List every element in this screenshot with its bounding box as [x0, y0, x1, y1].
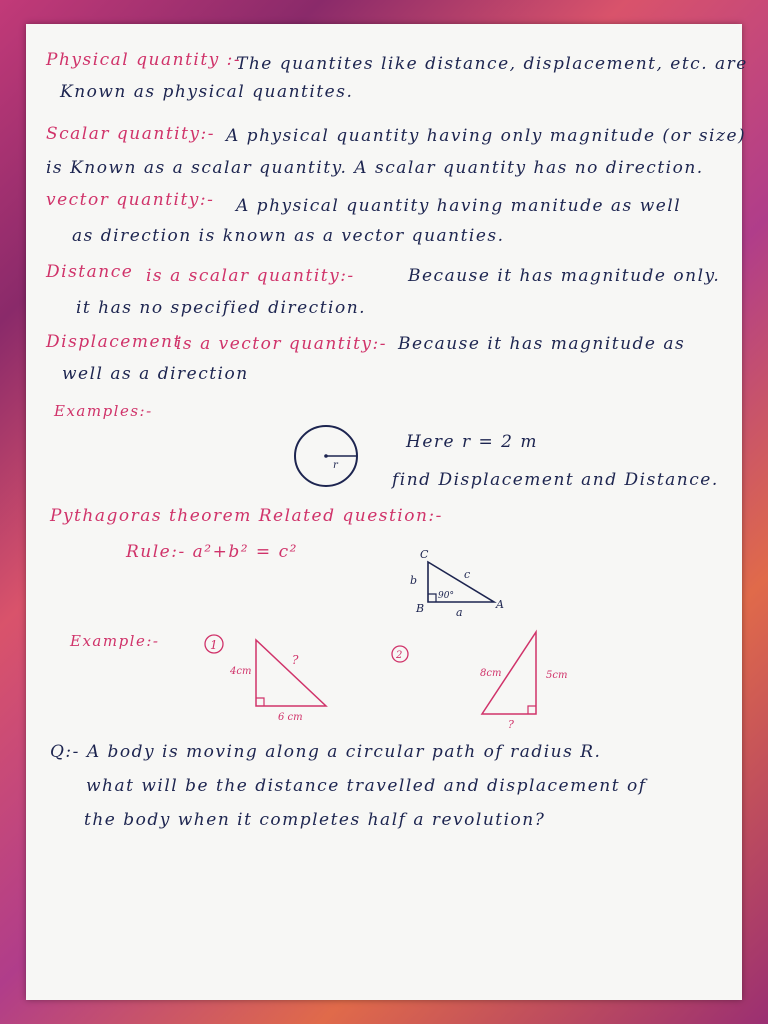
example-2-number: 2: [396, 650, 403, 661]
rule-triangle-diagram: [406, 544, 516, 624]
radius-label: r: [333, 460, 338, 471]
find-instruction: find Displacement and Distance.: [392, 470, 719, 490]
distance-reason: Because it has magnitude only.: [408, 266, 721, 286]
scalar-quantity-definition-cont: is Known as a scalar quantity. A scalar quantity has no direction.: [46, 158, 704, 178]
displacement-reason: Because it has magnitude as: [398, 334, 686, 354]
pythagoras-rule: Rule:- a²+b² = c²: [126, 542, 298, 562]
displacement-reason-cont: well as a direction: [62, 364, 249, 384]
physical-quantity-definition: The quantites like distance, displacement, etc. are: [236, 54, 748, 74]
displacement-vector-label: is a vector quantity:-: [176, 334, 387, 354]
vector-quantity-definition: A physical quantity having manitude as well: [236, 196, 682, 216]
circle-diagram: [288, 420, 368, 490]
pythagoras-heading: Pythagoras theorem Related question:-: [50, 506, 443, 526]
scalar-quantity-definition: A physical quantity having only magnitude (or size): [226, 126, 747, 146]
vertex-b: B: [416, 602, 425, 615]
notebook-page: [26, 24, 748, 1000]
vertex-c: C: [420, 548, 429, 561]
right-angle-mark: [428, 594, 436, 602]
example-1-triangle: [256, 640, 326, 706]
example-2-side-right: 5cm: [546, 670, 568, 681]
question-line-1: Q:- A body is moving along a circular path of radius R.: [50, 742, 602, 762]
distance-term: Distance: [46, 262, 134, 282]
vertex-a: A: [496, 598, 504, 611]
angle-label: 90°: [438, 591, 454, 601]
question-line-3: the body when it completes half a revolution?: [84, 810, 546, 830]
example-2-side-left: 8cm: [480, 668, 502, 679]
example-1-base: 6 cm: [278, 712, 303, 723]
examples-heading: Examples:-: [54, 402, 153, 420]
example-2-base: ?: [508, 718, 514, 731]
side-b-label: b: [410, 574, 418, 587]
displacement-term: Displacement: [46, 332, 182, 352]
example-2-right-angle: [528, 706, 536, 714]
example-1-diagram: [196, 624, 346, 724]
example-1-hypotenuse: ?: [292, 653, 299, 667]
circle-center: [324, 454, 328, 458]
vector-quantity-term: vector quantity:-: [46, 190, 215, 210]
example-1-number: 1: [210, 638, 218, 652]
example-heading: Example:-: [70, 632, 160, 650]
physical-quantity-definition-cont: Known as physical quantites.: [60, 82, 354, 102]
radius-value: Here r = 2 m: [406, 432, 538, 452]
example-1-right-angle: [256, 698, 264, 706]
scalar-quantity-term: Scalar quantity:-: [46, 124, 215, 144]
example-2-diagram: [384, 628, 584, 738]
example-1-side-left: 4cm: [230, 666, 252, 677]
physical-quantity-term: Physical quantity :-: [46, 50, 242, 70]
side-a-label: a: [456, 606, 463, 619]
question-line-2: what will be the distance travelled and displacement of: [86, 776, 647, 796]
side-c-label: c: [464, 568, 471, 581]
distance-scalar-label: is a scalar quantity:-: [146, 266, 355, 286]
vector-quantity-definition-cont: as direction is known as a vector quanties.: [72, 226, 505, 246]
distance-reason-cont: it has no specified direction.: [76, 298, 367, 318]
